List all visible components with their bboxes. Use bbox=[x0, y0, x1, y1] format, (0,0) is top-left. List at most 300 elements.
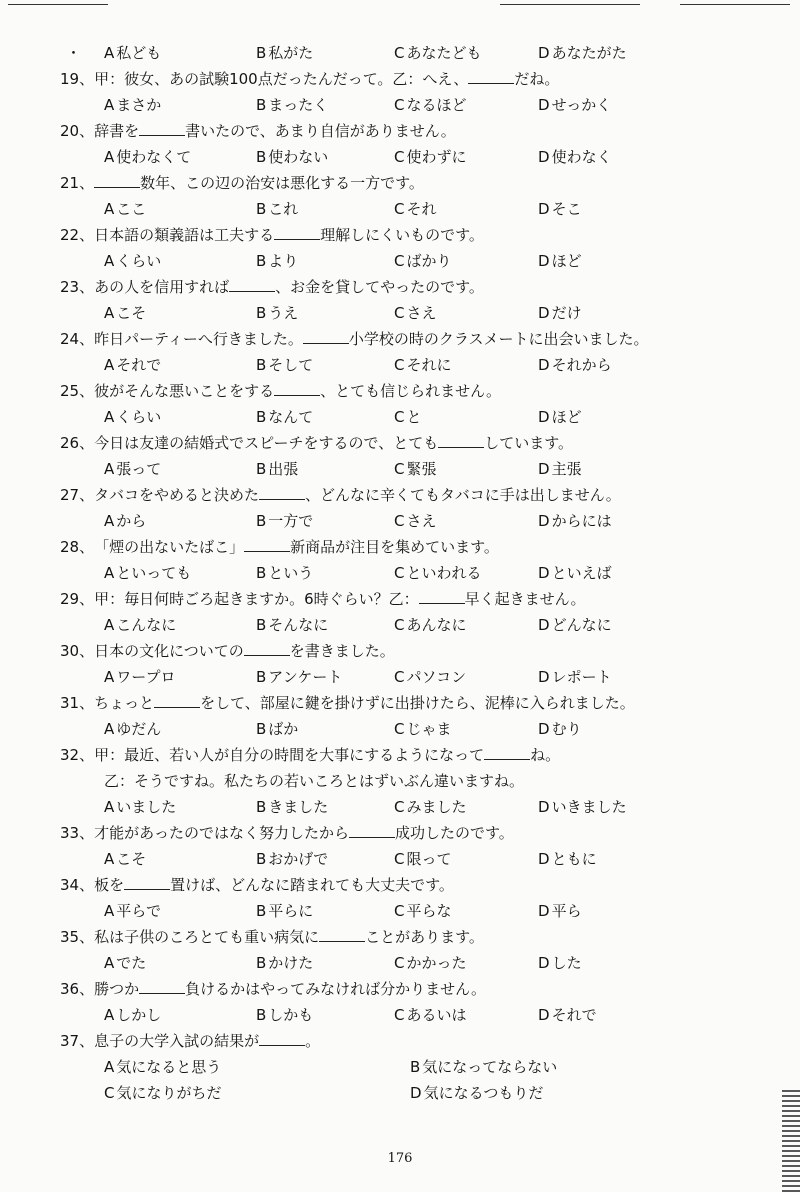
option-letter: D bbox=[538, 564, 550, 582]
option-letter: C bbox=[104, 1084, 115, 1102]
answer-blank bbox=[139, 121, 185, 136]
option-row bbox=[0, 1002, 800, 1028]
option-letter: B bbox=[256, 304, 267, 322]
option-letter: C bbox=[394, 850, 405, 868]
option-letter: B bbox=[256, 512, 267, 530]
option-text: 限って bbox=[406, 850, 452, 868]
question-text: をして、部屋に鍵を掛けずに出掛けたら、泥棒に入られました。 bbox=[200, 694, 635, 712]
option-letter: C bbox=[394, 356, 405, 374]
question-item bbox=[0, 534, 800, 586]
question-text: 勝つか bbox=[94, 980, 140, 998]
question-number: 36、 bbox=[60, 980, 95, 998]
option-letter: B bbox=[256, 252, 267, 270]
option-text: さえ bbox=[406, 512, 437, 530]
option-d bbox=[538, 300, 582, 326]
option-letter: B bbox=[256, 356, 267, 374]
option-letter: B bbox=[256, 1006, 267, 1024]
option-text: といわれる bbox=[406, 564, 482, 582]
option-letter: B bbox=[256, 902, 267, 920]
option-c bbox=[394, 1002, 467, 1028]
option-text: あんなに bbox=[406, 616, 467, 634]
option-c bbox=[394, 300, 437, 326]
option-letter: D bbox=[538, 850, 550, 868]
question-text-continued: 乙：そうですね。私たちの若いころとはずいぶん違いますね。 bbox=[104, 772, 525, 790]
question-number: 37、 bbox=[60, 1032, 95, 1050]
option-c bbox=[394, 716, 452, 742]
option-letter: C bbox=[394, 720, 405, 738]
option-row bbox=[0, 456, 800, 482]
option-text: でた bbox=[116, 954, 147, 972]
option-letter: C bbox=[394, 564, 405, 582]
question-number: 23、 bbox=[60, 278, 95, 296]
question-number: 31、 bbox=[60, 694, 95, 712]
option-text: さえ bbox=[406, 304, 437, 322]
option-c bbox=[394, 508, 437, 534]
question-number: 21、 bbox=[60, 174, 95, 192]
option-letter: B bbox=[256, 668, 267, 686]
option-d bbox=[538, 846, 597, 872]
option-b bbox=[256, 716, 298, 742]
question-stem bbox=[0, 170, 800, 196]
option-letter: B bbox=[256, 564, 267, 582]
option-row bbox=[0, 404, 800, 430]
option-text: そこ bbox=[551, 200, 582, 218]
question-text: 板を bbox=[94, 876, 125, 894]
option-b bbox=[256, 794, 328, 820]
option-letter: B bbox=[256, 408, 267, 426]
option-text: ゆだん bbox=[116, 720, 162, 738]
question-text: 理解しにくいものです。 bbox=[320, 226, 484, 244]
question-stem bbox=[0, 430, 800, 456]
option-a bbox=[104, 248, 161, 274]
option-row bbox=[0, 898, 800, 924]
option-letter: C bbox=[394, 304, 405, 322]
option-c bbox=[394, 248, 452, 274]
option-d bbox=[538, 456, 582, 482]
question-text: 才能があったのではなく努力したから bbox=[94, 824, 349, 842]
option-letter: C bbox=[394, 1006, 405, 1024]
option-letter: A bbox=[104, 616, 115, 634]
option-letter: C bbox=[394, 200, 405, 218]
top-border-line bbox=[680, 4, 790, 5]
option-text: どんなに bbox=[551, 616, 612, 634]
question-number: 34、 bbox=[60, 876, 95, 894]
question-stem bbox=[0, 326, 800, 352]
option-letter: A bbox=[104, 44, 115, 62]
option-letter: D bbox=[538, 1006, 550, 1024]
question-text: 負けるかはやってみなければ分かりません。 bbox=[185, 980, 487, 998]
option-text: 気になると思う bbox=[116, 1058, 222, 1076]
question-text: ちょっと bbox=[94, 694, 155, 712]
answer-blank bbox=[244, 537, 290, 552]
option-a bbox=[104, 300, 146, 326]
option-d bbox=[538, 40, 627, 66]
question-text: 甲：最近、若い人が自分の時間を大事にするようになって bbox=[94, 746, 485, 764]
option-c bbox=[394, 560, 482, 586]
question-stem bbox=[0, 742, 800, 768]
question-number: 25、 bbox=[60, 382, 95, 400]
question-text: 「煙の出ないたばこ」 bbox=[94, 538, 245, 556]
option-a bbox=[104, 716, 161, 742]
option-text: 平らな bbox=[406, 902, 452, 920]
option-d bbox=[538, 1002, 597, 1028]
option-row bbox=[0, 40, 800, 66]
question-stem bbox=[0, 872, 800, 898]
option-text: 気になるつもりだ bbox=[423, 1084, 544, 1102]
question-text: 、どんなに辛くてもタバコに手は出しません。 bbox=[304, 486, 621, 504]
question-number: 32、 bbox=[60, 746, 95, 764]
option-d bbox=[538, 352, 612, 378]
option-letter: B bbox=[256, 460, 267, 478]
option-b bbox=[256, 950, 313, 976]
option-d bbox=[538, 716, 582, 742]
option-text: こそ bbox=[116, 304, 147, 322]
option-letter: D bbox=[538, 200, 550, 218]
option-text: せっかく bbox=[551, 96, 612, 114]
option-letter: D bbox=[538, 798, 550, 816]
option-letter: A bbox=[104, 512, 115, 530]
option-a bbox=[104, 898, 161, 924]
answer-blank bbox=[259, 485, 305, 500]
option-text: 使わずに bbox=[406, 148, 467, 166]
question-text: あの人を信用すれば bbox=[94, 278, 230, 296]
question-item bbox=[0, 872, 800, 924]
option-text: 平ら bbox=[551, 902, 582, 920]
option-text: そんなに bbox=[268, 616, 329, 634]
question-text: 辞書を bbox=[94, 122, 140, 140]
option-text: こんなに bbox=[116, 616, 177, 634]
question-number: 28、 bbox=[60, 538, 95, 556]
option-letter: B bbox=[256, 96, 267, 114]
question-stem bbox=[0, 820, 800, 846]
option-row bbox=[0, 560, 800, 586]
option-text: いきました bbox=[551, 798, 627, 816]
option-a bbox=[104, 404, 161, 430]
option-text: ばか bbox=[268, 720, 299, 738]
option-letter: A bbox=[104, 460, 115, 478]
answer-blank bbox=[274, 225, 320, 240]
option-text: 気になりがちだ bbox=[116, 1084, 222, 1102]
option-text: あるいは bbox=[406, 1006, 467, 1024]
question-text: 息子の大学入試の結果が bbox=[94, 1032, 260, 1050]
option-c bbox=[394, 456, 437, 482]
question-number: 33、 bbox=[60, 824, 95, 842]
option-text: した bbox=[551, 954, 582, 972]
option-letter: A bbox=[104, 356, 115, 374]
option-text: むり bbox=[551, 720, 582, 738]
answer-blank bbox=[319, 927, 365, 942]
option-text: まさか bbox=[116, 96, 162, 114]
option-letter: C bbox=[394, 798, 405, 816]
option-row bbox=[0, 794, 800, 820]
option-text: これ bbox=[268, 200, 299, 218]
option-b bbox=[256, 612, 328, 638]
option-row bbox=[0, 846, 800, 872]
option-text: ばかり bbox=[406, 252, 452, 270]
option-letter: C bbox=[394, 460, 405, 478]
option-letter: C bbox=[394, 96, 405, 114]
question-item bbox=[0, 690, 800, 742]
question-item bbox=[0, 170, 800, 222]
option-row bbox=[0, 300, 800, 326]
option-text: 平らに bbox=[268, 902, 314, 920]
option-letter: D bbox=[538, 512, 550, 530]
option-text: から bbox=[116, 512, 147, 530]
option-letter: D bbox=[538, 148, 550, 166]
option-text: くらい bbox=[116, 408, 162, 426]
option-letter: A bbox=[104, 564, 115, 582]
option-text: かけた bbox=[268, 954, 314, 972]
option-letter: B bbox=[256, 44, 267, 62]
option-a bbox=[104, 456, 161, 482]
question-text: 置けば、どんなに踏まれても大丈夫です。 bbox=[170, 876, 454, 894]
option-b bbox=[256, 144, 328, 170]
option-row bbox=[0, 1054, 800, 1080]
option-text: といえば bbox=[551, 564, 612, 582]
question-text: 日本の文化についての bbox=[94, 642, 244, 660]
question-stem bbox=[0, 66, 800, 92]
option-text: 使わなく bbox=[551, 148, 612, 166]
question-stem bbox=[0, 586, 800, 612]
option-letter: C bbox=[394, 668, 405, 686]
option-text: ほど bbox=[551, 408, 582, 426]
question-item bbox=[0, 924, 800, 976]
option-text: ここ bbox=[116, 200, 147, 218]
question-item bbox=[0, 222, 800, 274]
option-c bbox=[394, 664, 466, 690]
option-text: あなたども bbox=[406, 44, 482, 62]
answer-blank bbox=[139, 979, 185, 994]
question-stem bbox=[0, 378, 800, 404]
option-b bbox=[256, 300, 298, 326]
option-a bbox=[104, 1002, 161, 1028]
question-text: 早く起きません。 bbox=[464, 590, 586, 608]
option-text: それ bbox=[406, 200, 437, 218]
option-text: ほど bbox=[551, 252, 582, 270]
option-text: きました bbox=[268, 798, 329, 816]
option-text: という bbox=[268, 564, 314, 582]
option-row bbox=[0, 92, 800, 118]
option-letter: A bbox=[104, 1058, 115, 1076]
option-text: ともに bbox=[551, 850, 597, 868]
option-text: それに bbox=[406, 356, 452, 374]
answer-blank bbox=[94, 173, 140, 188]
option-a bbox=[104, 664, 176, 690]
question-stem bbox=[0, 690, 800, 716]
option-text: 一方で bbox=[268, 512, 314, 530]
option-b bbox=[256, 352, 313, 378]
question-item bbox=[0, 482, 800, 534]
option-row bbox=[0, 196, 800, 222]
option-letter: D bbox=[538, 356, 550, 374]
option-letter: C bbox=[394, 148, 405, 166]
option-a bbox=[104, 40, 161, 66]
option-text: 気になってならない bbox=[422, 1058, 558, 1076]
question-text: 今日は友達の結婚式でスピーチをするので、とても bbox=[94, 434, 439, 452]
option-letter: D bbox=[538, 252, 550, 270]
option-row bbox=[0, 950, 800, 976]
option-c bbox=[394, 794, 467, 820]
option-b bbox=[256, 92, 328, 118]
option-letter: D bbox=[538, 408, 550, 426]
option-letter: C bbox=[394, 252, 405, 270]
option-row bbox=[0, 352, 800, 378]
option-b bbox=[256, 898, 313, 924]
option-text: からには bbox=[551, 512, 612, 530]
question-text: 、お金を貸してやったのです。 bbox=[275, 278, 484, 296]
question-text: 昨日パーティーへ行きました。 bbox=[94, 330, 303, 348]
option-b bbox=[256, 196, 298, 222]
bullet-mark: ・ bbox=[66, 44, 82, 62]
question-stem bbox=[0, 118, 800, 144]
option-letter: C bbox=[394, 902, 405, 920]
option-letter: A bbox=[104, 200, 115, 218]
option-c bbox=[394, 196, 437, 222]
answer-blank bbox=[419, 589, 465, 604]
option-d bbox=[410, 1080, 543, 1106]
option-b bbox=[256, 508, 313, 534]
option-letter: D bbox=[538, 902, 550, 920]
option-text: しかも bbox=[268, 1006, 314, 1024]
question-item bbox=[0, 976, 800, 1028]
option-letter: D bbox=[538, 668, 550, 686]
top-border-line bbox=[8, 4, 108, 5]
option-text: より bbox=[268, 252, 299, 270]
option-a bbox=[104, 508, 146, 534]
option-letter: C bbox=[394, 616, 405, 634]
question-text: 彼がそんな悪いことをする bbox=[94, 382, 275, 400]
answer-blank bbox=[229, 277, 275, 292]
page-number: 176 bbox=[387, 1151, 413, 1166]
option-a bbox=[104, 560, 191, 586]
question-list bbox=[0, 40, 800, 1106]
binding-edge bbox=[782, 1088, 800, 1192]
question-text: しています。 bbox=[484, 434, 574, 452]
option-d bbox=[538, 196, 582, 222]
question-text: 私は子供のころとても重い病気に bbox=[94, 928, 320, 946]
option-b bbox=[256, 248, 298, 274]
option-row bbox=[0, 664, 800, 690]
question-item bbox=[0, 638, 800, 690]
option-letter: A bbox=[104, 1006, 115, 1024]
answer-blank bbox=[438, 433, 484, 448]
question-text: 数年、この辺の治安は悪化する一方です。 bbox=[140, 174, 424, 192]
question-stem bbox=[0, 482, 800, 508]
question-text: 。 bbox=[305, 1032, 321, 1050]
option-a bbox=[104, 1054, 221, 1080]
question-item bbox=[0, 326, 800, 378]
question-text: 成功したのです。 bbox=[394, 824, 514, 842]
question-number: 27、 bbox=[60, 486, 95, 504]
question-stem bbox=[0, 976, 800, 1002]
option-letter: A bbox=[104, 408, 115, 426]
option-b bbox=[256, 1002, 313, 1028]
question-text: 甲：彼女、あの試験100点だったんだって。乙：へえ、 bbox=[94, 70, 469, 88]
option-letter: B bbox=[256, 200, 267, 218]
option-letter: D bbox=[538, 304, 550, 322]
question-item bbox=[0, 430, 800, 482]
question-text: 書いたので、あまり自信がありません。 bbox=[185, 122, 456, 140]
answer-blank bbox=[154, 693, 200, 708]
top-border-line bbox=[500, 4, 640, 5]
option-letter: D bbox=[538, 954, 550, 972]
option-b bbox=[256, 846, 328, 872]
option-a bbox=[104, 794, 176, 820]
option-b bbox=[256, 664, 342, 690]
option-letter: A bbox=[104, 96, 115, 114]
option-letter: D bbox=[538, 96, 550, 114]
answer-blank bbox=[274, 381, 320, 396]
option-c bbox=[394, 612, 467, 638]
option-d bbox=[538, 404, 582, 430]
question-item bbox=[0, 378, 800, 430]
option-b bbox=[410, 1054, 557, 1080]
option-c bbox=[394, 404, 422, 430]
answer-blank bbox=[124, 875, 170, 890]
option-letter: B bbox=[256, 148, 267, 166]
question-item bbox=[0, 274, 800, 326]
option-a bbox=[104, 196, 146, 222]
option-letter: A bbox=[104, 798, 115, 816]
question-stem bbox=[0, 924, 800, 950]
question-stem bbox=[0, 1028, 800, 1054]
option-letter: D bbox=[538, 44, 550, 62]
option-d bbox=[538, 92, 611, 118]
question-item bbox=[0, 66, 800, 118]
option-text: パソコン bbox=[406, 668, 467, 686]
option-text: うえ bbox=[268, 304, 299, 322]
option-d bbox=[538, 144, 612, 170]
question-number: 19、 bbox=[60, 70, 95, 88]
option-letter: A bbox=[104, 668, 115, 686]
option-b bbox=[256, 560, 313, 586]
option-d bbox=[538, 898, 582, 924]
option-letter: D bbox=[410, 1084, 422, 1102]
option-letter: B bbox=[410, 1058, 421, 1076]
option-letter: D bbox=[538, 616, 550, 634]
option-text: 緊張 bbox=[406, 460, 437, 478]
option-text: あなたがた bbox=[551, 44, 627, 62]
option-text: 主張 bbox=[551, 460, 582, 478]
option-letter: C bbox=[394, 408, 405, 426]
option-b bbox=[256, 404, 313, 430]
option-text: おかげで bbox=[268, 850, 329, 868]
option-c bbox=[104, 1080, 222, 1106]
question-text: タバコをやめると決めた bbox=[94, 486, 259, 504]
option-letter: A bbox=[104, 720, 115, 738]
option-text: といっても bbox=[116, 564, 192, 582]
option-text: じゃま bbox=[406, 720, 452, 738]
question-text: を書きました。 bbox=[289, 642, 395, 660]
option-text: アンケート bbox=[268, 668, 343, 686]
question-text: 新商品が注目を集めています。 bbox=[290, 538, 499, 556]
option-text: 張って bbox=[116, 460, 162, 478]
option-a bbox=[104, 950, 146, 976]
option-text: しかし bbox=[116, 1006, 162, 1024]
option-text: 使わなくて bbox=[116, 148, 192, 166]
question-number: 22、 bbox=[60, 226, 95, 244]
option-c bbox=[394, 950, 467, 976]
option-letter: C bbox=[394, 44, 405, 62]
option-d bbox=[538, 950, 582, 976]
answer-blank bbox=[303, 329, 349, 344]
option-letter: A bbox=[104, 850, 115, 868]
option-text: いました bbox=[116, 798, 177, 816]
option-row bbox=[0, 508, 800, 534]
answer-blank bbox=[244, 641, 290, 656]
option-d bbox=[538, 664, 612, 690]
option-text: レポート bbox=[551, 668, 612, 686]
